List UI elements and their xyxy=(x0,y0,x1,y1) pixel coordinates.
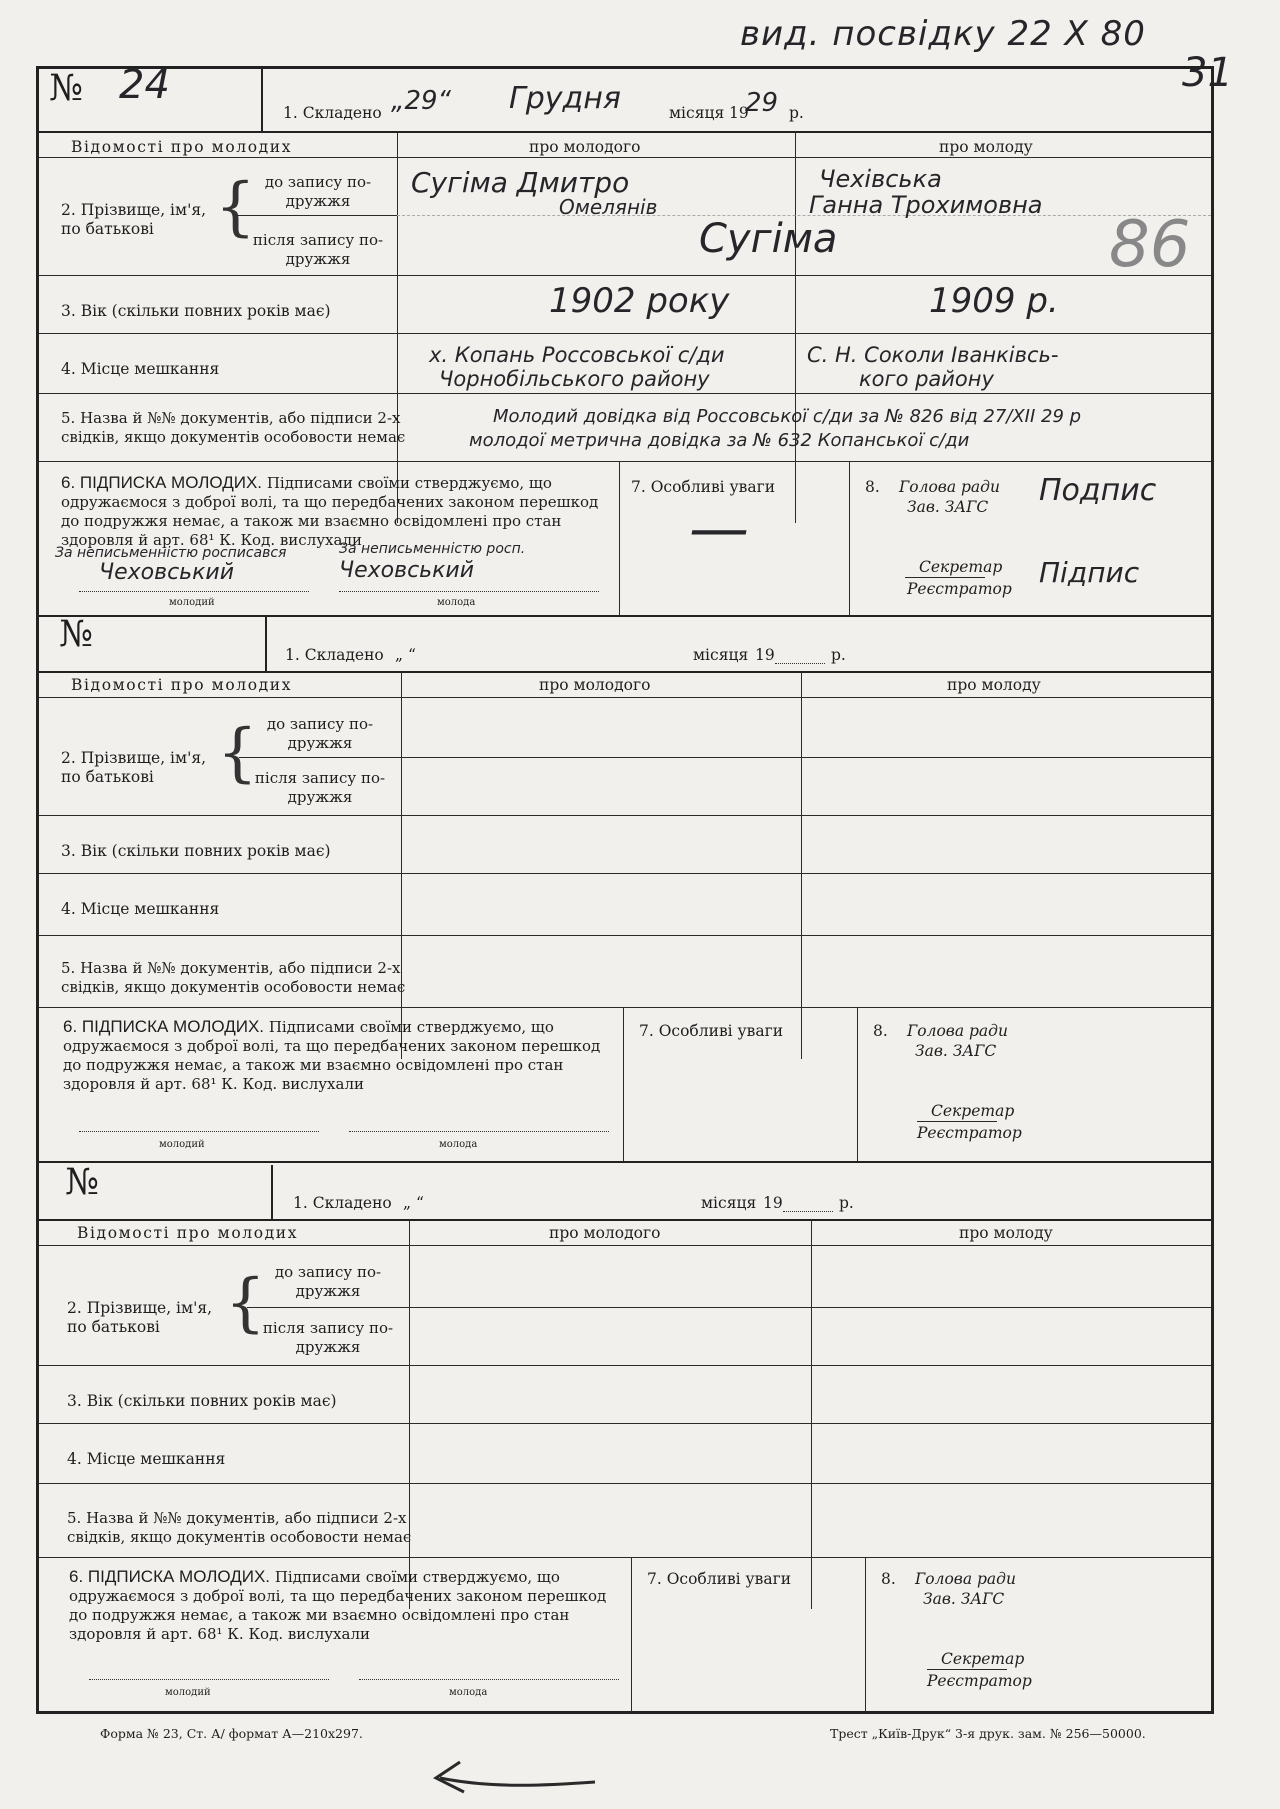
number-label: № xyxy=(59,614,94,655)
year-suffix: р. xyxy=(839,1194,854,1212)
before-marriage-label: до запису по- дружжя xyxy=(266,715,374,752)
groom-sign-caption: молодий xyxy=(169,597,215,608)
residence-row-label: 4. Місце мешкання xyxy=(67,1450,226,1468)
pledge-block xyxy=(69,1567,621,1644)
pledge-block xyxy=(63,1017,613,1094)
year-prefix: 19 xyxy=(763,1194,783,1212)
documents-row-label: 5. Назва й №№ документів, або підписи 2-х свідків, якщо документів особовости немає xyxy=(67,1509,412,1546)
name-row-label: 2. Прізвище, ім'я, по батькові xyxy=(61,201,207,238)
groom-column-header: про молодого xyxy=(549,1224,661,1242)
age-row-label: 3. Вік (скільки повних років має) xyxy=(61,842,331,860)
pledge-text: Підписами своїми стверджуємо, що одружаємося з доброї волі, та що передбачених законом перешкод до подружжя немає, а також ми взаємно освідомлені про стан здоровля й арт. 68¹ К. Код. вислухали xyxy=(61,474,599,549)
age-row-label: 3. Вік (скільки повних років має) xyxy=(67,1392,337,1410)
signature-note-bride: За неписьменністю росп. xyxy=(339,541,526,557)
documents-row-label: 5. Назва й №№ документів, або підписи 2-х свідків, якщо документів особовости немає xyxy=(61,959,406,996)
year-prefix: 19 xyxy=(729,104,749,122)
bride-column-header: про молоду xyxy=(947,676,1041,694)
documents-line-1: Молодий довідка від Россовської с/ди за № 826 від 27/XII 29 р xyxy=(493,406,1082,427)
groom-column-header: про молодого xyxy=(529,138,641,156)
groom-name: Сугіма Дмитро xyxy=(411,166,630,199)
bride-residence-1: С. Н. Соколи Іванківсь- xyxy=(807,343,1059,367)
pledge-title: 6. ПІДПИСКА МОЛОДИХ. xyxy=(69,1567,271,1586)
age-row-label: 3. Вік (скільки повних років має) xyxy=(61,302,331,320)
registrar-label: Реєстратор xyxy=(907,580,1012,598)
groom-sign-caption: молодий xyxy=(159,1139,205,1150)
bride-sign-caption: молода xyxy=(437,597,476,608)
item-8-label: 8. xyxy=(881,1570,896,1588)
compiled-day-blank: „ “ xyxy=(403,1194,424,1212)
pledge-title: 6. ПІДПИСКА МОЛОДИХ. xyxy=(63,1017,265,1036)
number-label: № xyxy=(65,1162,100,1203)
documents-row-label: 5. Назва й №№ документів, або підписи 2-х свідків, якщо документів особовости немає xyxy=(61,409,406,446)
month-label: місяця xyxy=(669,104,725,122)
after-marriage-label: після запису по- дружжя xyxy=(252,231,384,268)
groom-column-header: про молодого xyxy=(539,676,651,694)
head-label: Голова ради xyxy=(915,1570,1016,1588)
info-header: Відомості про молодих xyxy=(71,138,293,156)
row-brace: { xyxy=(217,716,258,790)
head-label: Голова ради xyxy=(899,478,1000,496)
head-label: Голова ради xyxy=(907,1022,1008,1040)
zags-label: Зав. ЗАГС xyxy=(907,498,989,516)
bride-name: Ганна Трохимовна xyxy=(809,191,1043,219)
compiled-year: 29 xyxy=(745,88,779,118)
before-marriage-label: до запису по- дружжя xyxy=(264,173,372,210)
after-marriage-label: після запису по- дружжя xyxy=(262,1319,394,1356)
registrar-signature: Підпис xyxy=(1039,556,1140,589)
record-block-3 xyxy=(39,1162,1211,1717)
row-brace: { xyxy=(215,170,256,244)
groom-residence-1: х. Копань Россовської с/ди xyxy=(429,343,725,367)
compiled-month: Грудня xyxy=(509,81,621,116)
info-header: Відомості про молодих xyxy=(71,676,293,694)
secretary-label: Секретар xyxy=(919,558,1003,576)
compiled-label: 1. Складено xyxy=(293,1194,392,1212)
documents-line-2: молодої метрична довідка за № 632 Копанської с/ди xyxy=(469,430,970,451)
after-marriage-label: після запису по- дружжя xyxy=(254,769,386,806)
number-label: № xyxy=(49,68,84,109)
special-notes-label: 7. Особливі уваги xyxy=(631,478,776,496)
registrar-label: Реєстратор xyxy=(927,1672,1032,1690)
bride-surname-before: Чехівська xyxy=(819,165,942,193)
pledge-text: Підписами своїми стверджуємо, що одружаємося з доброї волі, та що передбачених законом перешкод до подружжя немає, а також ми взаємно освідомлені про стан здоровля й арт. 68¹ К. Код. вислухали xyxy=(63,1018,601,1093)
pledge-text: Підписами своїми стверджуємо, що одружаємося з доброї волі, та що передбачених законом перешкод до подружжя немає, а також ми взаємно освідомлені про стан здоровля й арт. 68¹ К. Код. вислухали xyxy=(69,1568,607,1643)
bride-signature: Чеховський xyxy=(339,558,475,583)
bride-column-header: про молоду xyxy=(939,138,1033,156)
record-block-2 xyxy=(39,614,1211,1165)
bride-age: 1909 р. xyxy=(929,281,1059,321)
record-number: 24 xyxy=(119,62,170,108)
bride-sign-caption: молода xyxy=(449,1687,488,1698)
record-block-1 xyxy=(39,62,1211,617)
bride-column-header: про молоду xyxy=(959,1224,1053,1242)
special-notes-label: 7. Особливі уваги xyxy=(647,1570,792,1588)
pledge-title: 6. ПІДПИСКА МОЛОДИХ. xyxy=(61,473,263,492)
compiled-label: 1. Складено xyxy=(283,104,382,122)
row-brace: { xyxy=(225,1266,266,1340)
year-suffix: р. xyxy=(831,646,846,664)
marriage-register-page xyxy=(36,62,1214,1714)
bride-sign-caption: молода xyxy=(439,1139,478,1150)
groom-signature: Чеховський xyxy=(99,560,235,585)
signature-note-groom: За неписьменністю росписався xyxy=(55,545,287,561)
year-prefix: 19 xyxy=(755,646,775,664)
groom-sign-caption: молодий xyxy=(165,1687,211,1698)
corner-number: 31 xyxy=(1182,50,1233,96)
registrar-label: Реєстратор xyxy=(917,1124,1022,1142)
margin-stamp-number: 86 xyxy=(1109,208,1191,282)
compiled-day-blank: „ “ xyxy=(395,646,416,664)
name-row-label: 2. Прізвище, ім'я, по батькові xyxy=(61,749,207,786)
special-notes-mark: — xyxy=(689,494,749,564)
groom-patronymic: Омелянів xyxy=(559,195,658,219)
special-notes-label: 7. Особливі уваги xyxy=(639,1022,784,1040)
month-label: місяця xyxy=(701,1194,757,1212)
zags-label: Зав. ЗАГС xyxy=(915,1042,997,1060)
compiled-label: 1. Складено xyxy=(285,646,384,664)
info-header: Відомості про молодих xyxy=(77,1224,299,1242)
arrow-left-icon xyxy=(420,1752,600,1802)
year-suffix: р. xyxy=(789,104,804,122)
item-8-label: 8. xyxy=(873,1022,888,1040)
name-row-label: 2. Прізвище, ім'я, по батькові xyxy=(67,1299,213,1336)
month-label: місяця xyxy=(693,646,749,664)
before-marriage-label: до запису по- дружжя xyxy=(274,1263,382,1300)
residence-row-label: 4. Місце мешкання xyxy=(61,360,220,378)
compiled-day: „29“ xyxy=(391,86,452,116)
secretary-label: Секретар xyxy=(931,1102,1015,1120)
zags-label: Зав. ЗАГС xyxy=(923,1590,1005,1608)
pledge-block xyxy=(61,473,609,550)
bride-residence-2: кого району xyxy=(859,367,994,391)
residence-row-label: 4. Місце мешкання xyxy=(61,900,220,918)
top-handwritten-note: вид. посвідку 22 X 80 xyxy=(740,14,1146,54)
form-footer-right: Трест „Київ-Друк“ 3-я друк. зам. № 256—50000. xyxy=(830,1726,1146,1741)
groom-residence-2: Чорнобільського району xyxy=(439,367,710,391)
item-8-label: 8. xyxy=(865,478,880,496)
surname-after: Сугіма xyxy=(699,216,838,262)
groom-age: 1902 року xyxy=(549,281,730,321)
head-signature: Подпис xyxy=(1039,473,1157,508)
secretary-label: Секретар xyxy=(941,1650,1025,1668)
form-footer-left: Форма № 23, Ст. А/ формат А—210х297. xyxy=(100,1726,363,1741)
